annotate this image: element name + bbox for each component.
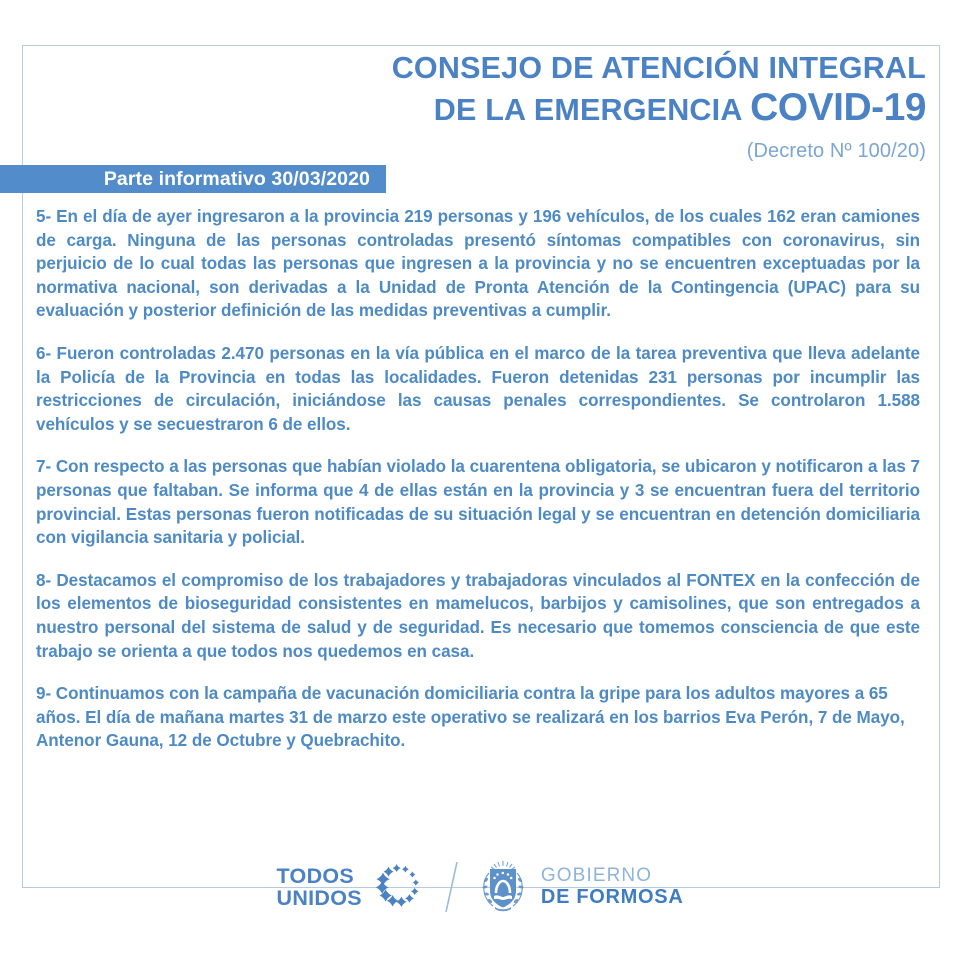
gobierno-wordmark xyxy=(541,865,684,909)
todos-unidos-logo xyxy=(277,857,427,918)
page-title-line-2 xyxy=(300,87,926,129)
todos-unidos-line-1: TODOS xyxy=(276,864,355,888)
paragraph-6: 6- Fueron controladas 2.470 personas en la vía pública en el marco de la tarea preventiva que lleva adelante la Policía de la Provincia en todas las localidades. Fueron detenidas 231 personas por incumplir las restricciones de circulación, iniciándose las causas penales correspondientes. Se controlaron 1.588 vehículos y se secuestraron 6 de ellos. xyxy=(36,343,920,434)
todos-unidos-wordmark xyxy=(277,865,362,909)
report-date-banner: Parte informativo 30/03/2020 xyxy=(0,165,386,193)
paragraph-9: 9- Continuamos con la campaña de vacunación domiciliaria contra la gripe para los adultos mayores a 65 años. El día de mañana martes 31 de marzo este operativo se realizará en los barrios Eva Perón, 7 de Mayo, Antenor Gauna, 12 de Octubre y Quebrachito. xyxy=(36,684,905,751)
decree-reference: (Decreto Nº 100/20) xyxy=(746,140,926,163)
gobierno-line-1: GOBIERNO xyxy=(540,865,653,887)
footer-divider xyxy=(427,860,477,914)
gobierno-de-formosa-logo xyxy=(477,860,684,914)
paragraph-5: 5- En el día de ayer ingresaron a la provincia 219 personas y 196 vehículos, de los cuales 162 eran camiones de carga. Ninguna de las personas controladas presentó síntomas compatibles con coronavirus, sin perjuicio de lo cual todas las personas que ingresen a la provincia y no se encuentren exceptuadas por la normativa nacional, son derivadas a la Unidad de Pronta Atención de la Contingencia (UPAC) para su evaluación y posterior definición de las medidas preventivas a cumplir. xyxy=(36,207,920,321)
page-title-line-1: CONSEJO DE ATENCIÓN INTEGRAL xyxy=(391,51,926,85)
page-title-covid: COVID-19 xyxy=(750,85,926,129)
paragraph-8: 8- Destacamos el compromiso de los trabajadores y trabajadoras vinculados al FONTEX en la confección de los elementos de bioseguridad consistentes en mamelucos, barbijos y camisolines, que son entregados a nuestro personal del sistema de salud y de seguridad. Es necesario que tomemos consciencia de que este trabajo se orienta a que todos nos quedemos en casa. xyxy=(36,570,920,661)
header xyxy=(300,52,926,163)
gobierno-line-2: DE FORMOSA xyxy=(540,886,684,909)
formosa-coat-of-arms-icon xyxy=(477,860,529,914)
stars-circle-icon xyxy=(369,857,427,918)
body-content xyxy=(36,205,920,753)
page-title-line-2-prefix: DE LA EMERGENCIA xyxy=(433,92,751,127)
todos-unidos-line-2: UNIDOS xyxy=(276,886,362,910)
paragraph-7: 7- Con respecto a las personas que habían violado la cuarentena obligatoria, se ubicaron y notificaron a las 7 personas que faltaban. Se informa que 4 de ellas están en la provincia y 3 se encuentran fuera del territorio provincial. Estas personas fueron notificadas de su situación legal y se encuentran en detención domiciliaria con vigilancia sanitaria y policial. xyxy=(36,457,920,548)
footer xyxy=(0,850,960,924)
